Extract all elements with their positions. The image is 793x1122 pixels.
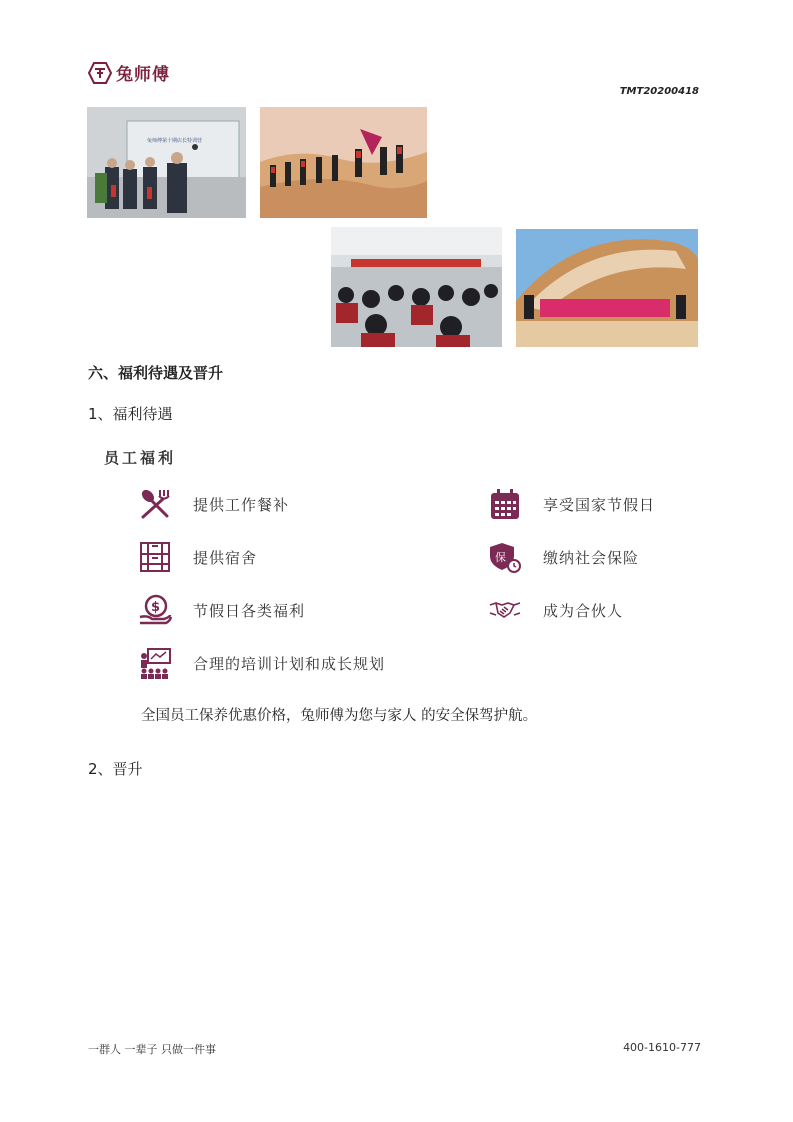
benefit-label: 缴纳社会保险 [543, 548, 640, 567]
training-icon [137, 646, 173, 680]
photo-training-group [87, 107, 246, 218]
benefit-label: 节假日各类福利 [193, 601, 306, 620]
benefit-meal [137, 487, 289, 521]
benefit-insurance [487, 540, 639, 574]
benefits-title: 员工福利 [104, 449, 177, 467]
svg-text:$: $ [151, 600, 161, 615]
benefit-festival [137, 593, 305, 627]
brand-name: 兔师傅 [116, 65, 170, 85]
benefit-label: 提供工作餐补 [193, 495, 290, 514]
calendar-icon [487, 487, 523, 521]
photo-desert-building-group [516, 229, 698, 347]
section-title: 六、福利待遇及晋升 [88, 364, 224, 382]
photo-desert-hike [260, 107, 427, 218]
insurance-shield-icon [487, 540, 523, 574]
benefit-label: 享受国家节假日 [543, 495, 656, 514]
document-id: TMT20200418 [619, 86, 699, 97]
brand-logo [88, 60, 170, 85]
benefits-note: 全国员工保养优惠价格，兔师傅为您与家人 的安全保驾护航。 [141, 708, 538, 724]
insurance-glyph: 保 [495, 551, 506, 564]
brand-logo-icon [88, 61, 112, 85]
banner-text: 兔师傅第十期店长特训营 [147, 138, 203, 144]
bunk-bed-icon [137, 540, 173, 574]
handshake-icon [487, 593, 523, 627]
benefit-partner [487, 593, 623, 627]
fork-spoon-icon [137, 487, 173, 521]
money-hand-icon [137, 593, 173, 627]
benefit-holiday [487, 487, 655, 521]
benefit-label: 成为合伙人 [543, 601, 624, 620]
subsection-welfare: 1、福利待遇 [88, 405, 173, 423]
photo-classroom [331, 227, 502, 347]
benefit-label: 合理的培训计划和成长规划 [193, 654, 386, 673]
benefit-label: 提供宿舍 [193, 548, 258, 567]
benefit-dorm [137, 540, 257, 574]
footer-slogan: 一群人 一辈子 只做一件事 [88, 1043, 216, 1056]
subsection-promotion: 2、晋升 [88, 760, 143, 778]
benefit-training [137, 646, 385, 680]
footer-phone: 400-1610-777 [623, 1041, 701, 1054]
